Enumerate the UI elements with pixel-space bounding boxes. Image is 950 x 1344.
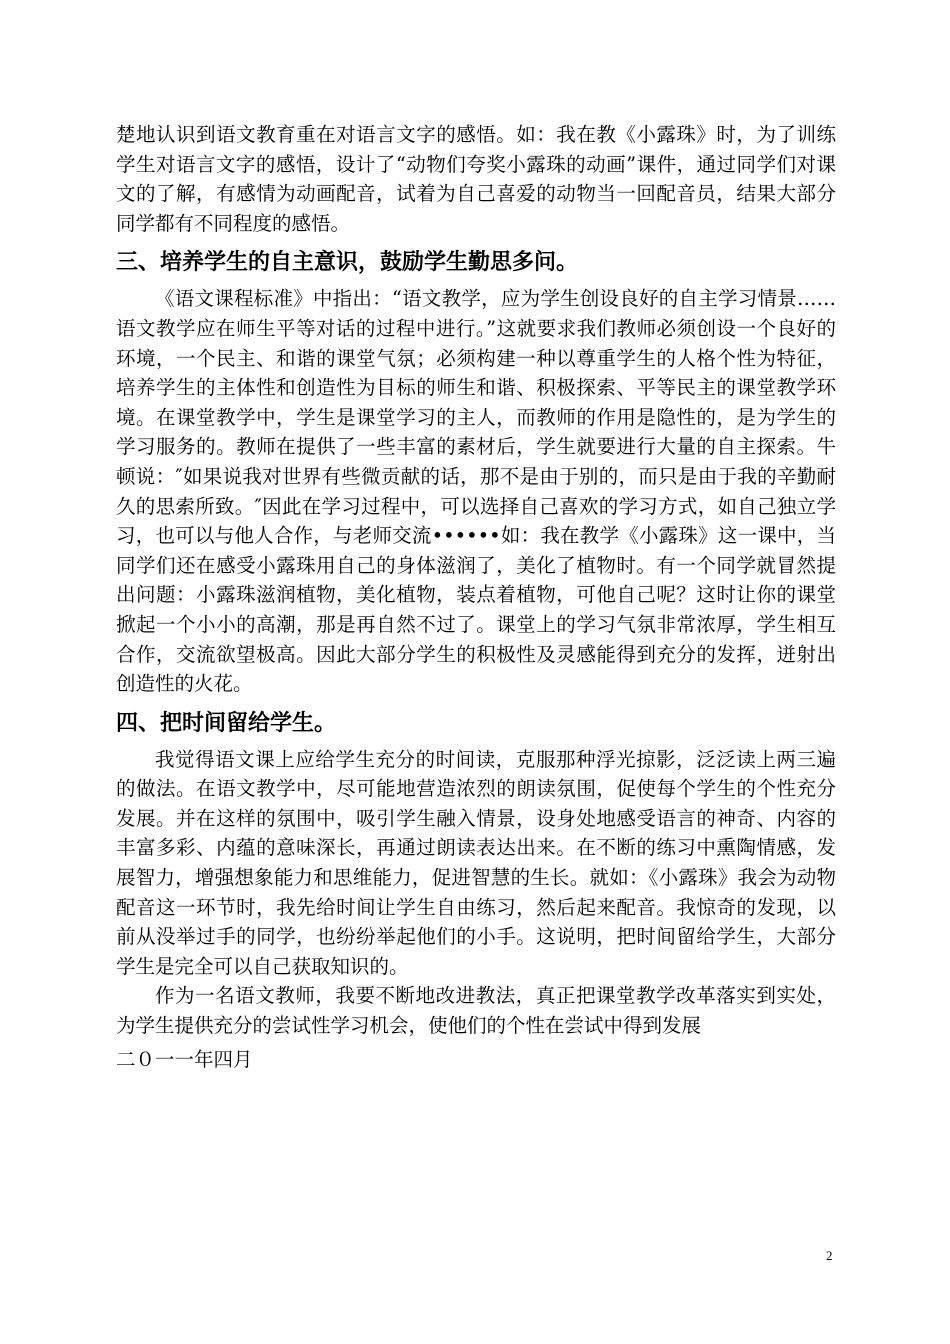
document-date: 二０一一年四月 bbox=[116, 1048, 253, 1071]
section-heading-4: 四、把时间留给学生。 bbox=[116, 710, 337, 736]
section-4-paragraph-1: 我觉得语文课上应给学生充分的时间读，克服那种浮光掠影，泛泛读上两三遍的做法。在语文教学中，尽可能地营造浓烈的朗读氛围，促使每个学生的个性充分发展。并在这样的氛围中，吸引学生融入情景，设身处地感受语言的神奇、内容的丰富多彩、内蕴的意味深长，再通过朗读表达出来。在不断的练习中熏陶情感，发展智力，增强想象能力和思维能力，促进智慧的生长。就如：《小露珠》我会为动物配音这一环节时，我先给时间让学生自由练习，然后起来配音。我惊奇的发现，以前从没举过手的同学，也纷纷举起他们的小手。这说明，把时间留给学生，大部分学生是完全可以自己获取知识的。 bbox=[116, 747, 836, 978]
paragraph-continuation: 楚地认识到语文教育重在对语言文字的感悟。如：我在教《小露珠》时，为了训练学生对语言文字的感悟，设计了“动物们夸奖小露珠的动画”课件，通过同学们对课文的了解，有感情为动画配音，试着为自己喜爱的动物当一回配音员，结果大部分同学都有不同程度的感悟。 bbox=[116, 123, 836, 235]
page-number: 2 bbox=[826, 1248, 833, 1263]
section-3-paragraph: 《语文课程标准》中指出：“语文教学，应为学生创设良好的自主学习情景……语文教学应在师生平等对话的过程中进行。”这就要求我们教师必须创设一个良好的环境，一个民主、和谐的课堂气氛；必须构建一种以尊重学生的人格个性为特征，培养学生的主体性和创造性为目标的师生和谐、积极探索、平等民主的课堂教学环境。在课堂教学中，学生是课堂学习的主人，而教师的作用是隐性的，是为学生的学习服务的。教师在提供了一些丰富的素材后，学生就要进行大量的自主探索。牛顿说：″如果说我对世界有些微贡献的话，那不是由于别的，而只是由于我的辛勤耐久的思索所致。″因此在学习过程中，可以选择自己喜欢的学习方式，如自己独立学习，也可以与他人合作，与老师交流••••••如：我在教学《小露珠》这一课中，当同学们还在感受小露珠用自己的身体滋润了，美化了植物时。有一个同学就冒然提出问题：小露珠滋润植物，美化植物，装点着植物，可他自己呢？这时让你的课堂掀起一个小小的高潮，那是再自然不过了。课堂上的学习气氛非常浓厚，学生相互合作，交流欲望极高。因此大部分学生的积极性及灵感能得到充分的发挥，迸射出创造性的火花。 bbox=[116, 287, 836, 696]
section-heading-3: 三、培养学生的自主意识，鼓励学生勤思多问。 bbox=[116, 250, 579, 276]
document-body bbox=[116, 120, 836, 1041]
section-4-paragraph-2: 作为一名语文教师，我要不断地改进教法，真正把课堂教学改革落实到实处，为学生提供充分的尝试性学习机会，使他们的个性在尝试中得到发展 bbox=[116, 984, 836, 1038]
